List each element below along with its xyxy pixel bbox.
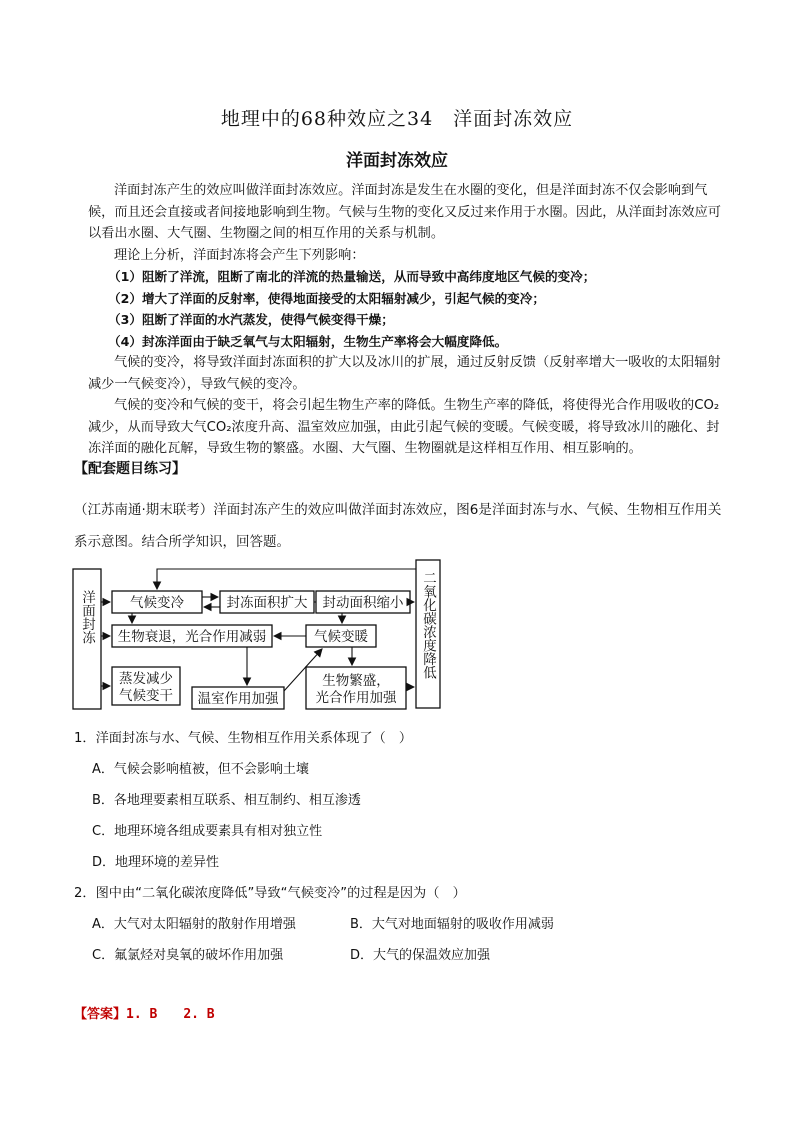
paragraph: 气候的变冷和气候的变干，将会引起生物生产率的降低。生物生产率的降低，将使得光合作用吸收的CO₂减少，从而导致大气CO₂浓度升高、温室效应加强，由此引起气候的变暖。气候变暖，将导致冰川的融化、封冻洋面的融化瓦解，导致生物的繁盛。水圈、大气圈、生物圈就是这样相互作用、相互影响的。: [88, 398, 720, 456]
section-title: 洋面封冻效应: [346, 151, 448, 171]
q1-option-c: C．地理环境各组成要素具有相对独立性: [92, 824, 323, 839]
label-evap-2: 气候变干: [119, 688, 173, 704]
q1-option-d: D．地理环境的差异性: [92, 855, 220, 870]
label-co2-decline: 二氧化碳浓度降低: [420, 571, 436, 679]
label-ocean-freeze: 洋面封冻: [79, 590, 95, 644]
q2-option-b: B．大气对地面辐射的吸收作用减弱: [350, 917, 554, 932]
q1-option-b: B．各地理要素相互联系、相互制约、相互渗透: [92, 793, 361, 808]
label-greenhouse: 温室作用加强: [197, 691, 279, 707]
label-flourish-1: 生物繁盛，: [322, 673, 390, 689]
question-intro: （江苏南通·期末联考）洋面封冻产生的效应叫做洋面封冻效应，图6是洋面封冻与水、气候、生物相互作用关系示意图。结合所学知识，回答题。: [74, 502, 722, 550]
answer-line: [74, 1003, 215, 1022]
paragraph: 理论上分析，洋面封冻将会产生下列影响：: [114, 247, 365, 263]
q2-option-c: C．氟氯烃对臭氧的破坏作用加强: [92, 948, 284, 963]
answer-label: 【答案】: [74, 1007, 127, 1022]
q2-option-d: D．大气的保温效应加强: [350, 948, 491, 963]
label-freeze-shrink: 封动面积缩小: [322, 595, 404, 611]
effect-item: （4）封冻洋面由于缺乏氧气与太阳辐射，生物生产率将会大幅度降低。: [108, 333, 508, 349]
label-climate-cooling: 气候变冷: [130, 595, 184, 611]
answer-values: 1. B 2. B: [126, 1007, 215, 1022]
article-body: [88, 180, 728, 460]
effect-item: （2）增大了洋面的反射率，使得地面接受的太阳辐射减少，引起气候的变冷；: [108, 290, 545, 306]
q1-option-a: A．气候会影响植被，但不会影响土壤: [92, 762, 309, 777]
question-2: 2．图中由“二氧化碳浓度降低”导致“气候变冷”的过程是因为（ ）: [74, 886, 466, 901]
label-freeze-expand: 封冻面积扩大: [226, 595, 308, 611]
paragraph: 气候的变冷，将导致洋面封冻面积的扩大以及冰川的扩展，通过反射反馈（反射率增大一吸收的太阳辐射减少一气候变冷），导致气候的变冷。: [88, 355, 721, 392]
effect-item: （1）阻断了洋流，阻断了南北的洋流的热量输送，从而导致中高纬度地区气候的变冷；: [108, 269, 596, 284]
effect-item: （3）阻断了洋面的水汽蒸发，使得气候变得干燥；: [108, 312, 394, 327]
practice-heading: 【配套题目练习】: [74, 461, 186, 477]
label-climate-warming: 气候变暖: [314, 629, 368, 645]
label-evap-1: 蒸发减少: [119, 671, 173, 687]
page-title: 地理中的68种效应之34 洋面封冻效应: [220, 108, 574, 130]
label-bio-decline: 生物衰退，光合作用减弱: [117, 629, 267, 645]
label-flourish-2: 光合作用加强: [315, 690, 397, 706]
paragraph: 洋面封冻产生的效应叫做洋面封冻效应。洋面封冻是发生在水圈的变化，但是洋面封冻不仅会影响到气候，而且还会直接或者间接地影响到生物。气候与生物的变化又反过来作用于水圈。因此，从洋面封冻效应可以看出水圈、大气圈、生物圈之间的相互作用的关系与机制。: [88, 183, 721, 241]
question-1: 1．洋面封冻与水、气候、生物相互作用关系体现了（ ）: [74, 731, 413, 746]
interaction-diagram: [72, 559, 442, 715]
q2-option-a: A．大气对太阳辐射的散射作用增强: [92, 917, 296, 932]
